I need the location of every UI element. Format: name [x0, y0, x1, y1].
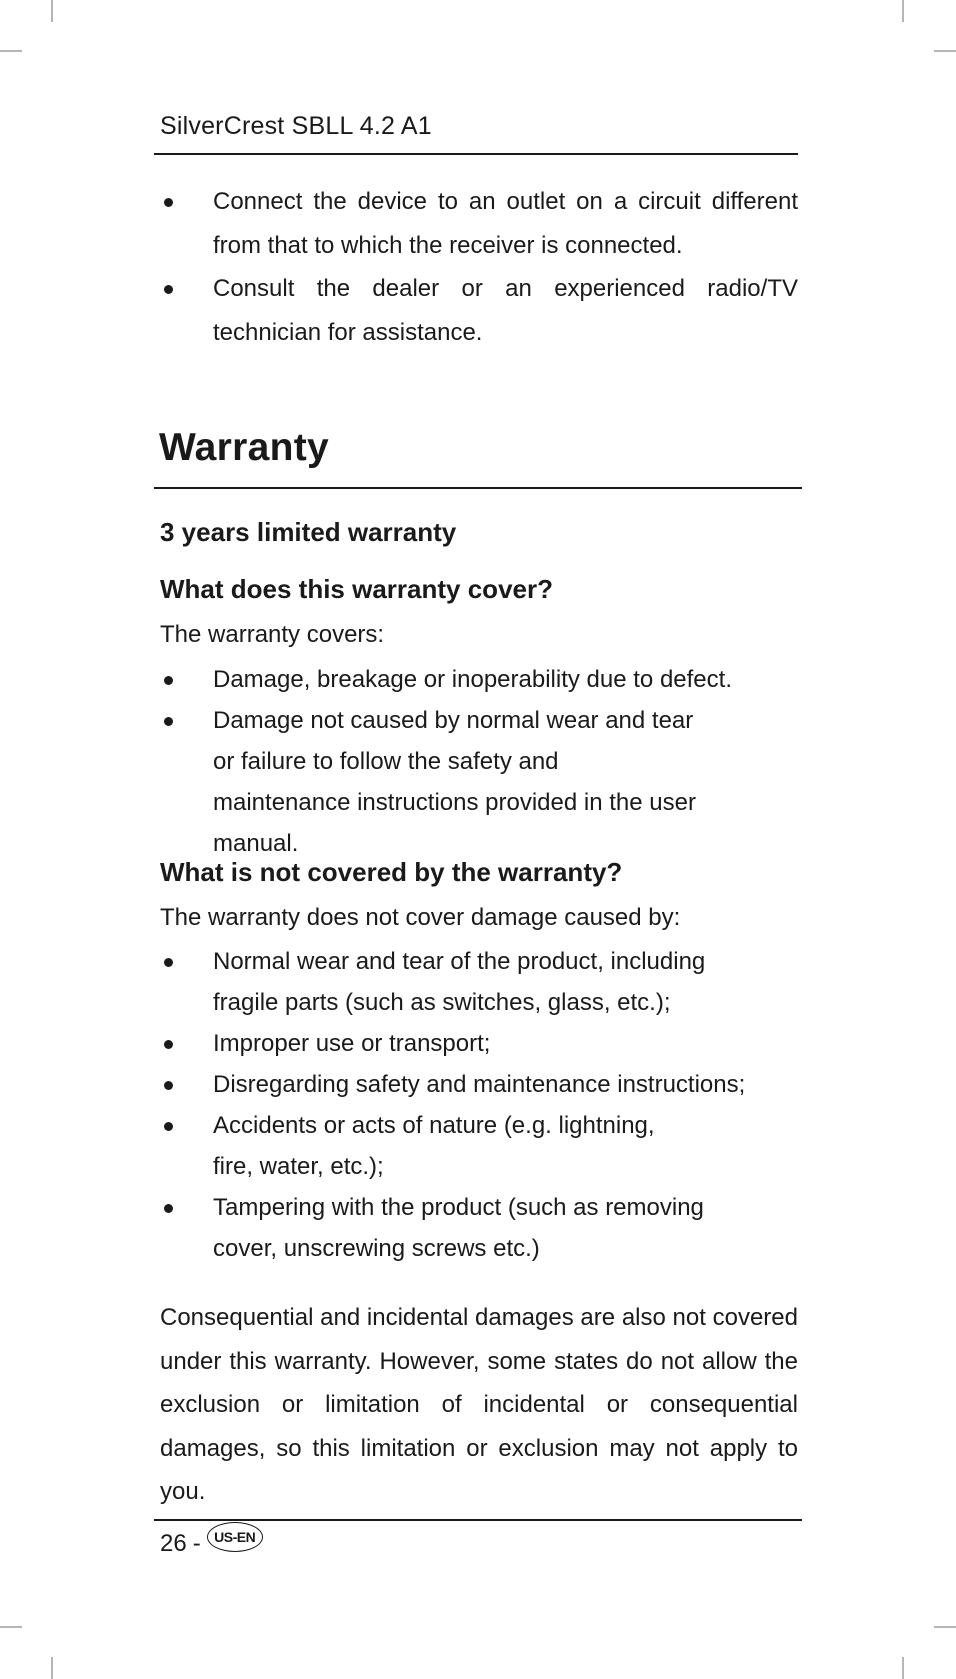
crop-mark: [0, 50, 22, 52]
running-header: SilverCrest SBLL 4.2 A1: [160, 112, 432, 140]
consequential-damages-paragraph: Consequential and incidental damages are also not covered under this warranty. However, some states do not allow the exclusion or limitation of incidental or consequential damages, so this limitation or exclusion may not apply to you.: [160, 1304, 798, 1505]
intro-bullet-list: [160, 180, 798, 354]
not-covered-intro: The warranty does not cover damage caused by:: [160, 904, 681, 931]
footer-separator: -: [192, 1530, 201, 1557]
list-item: Accidents or acts of nature (e.g. lightning, fire, water, etc.);: [160, 1105, 798, 1187]
crop-mark: [902, 1657, 904, 1679]
crop-mark: [934, 50, 956, 52]
language-badge: US-EN: [207, 1522, 263, 1552]
section-heading: Warranty: [159, 426, 329, 469]
subheading-limited-warranty: 3 years limited warranty: [160, 517, 457, 547]
crop-mark: [0, 1626, 22, 1628]
bullet-icon: [164, 1040, 173, 1049]
list-item: Damage not caused by normal wear and tear or failure to follow the safety and maintenance instructions provided in the user manual.: [160, 700, 798, 864]
list-item: Improper use or transport;: [160, 1023, 798, 1064]
coverage-intro: The warranty covers:: [160, 621, 385, 648]
crop-mark: [902, 0, 904, 22]
list-item: Normal wear and tear of the product, including fragile parts (such as switches, glass, etc.);: [160, 941, 798, 1023]
subheading-coverage: What does this warranty cover?: [160, 574, 553, 604]
list-item: Damage, breakage or inoperability due to defect.: [160, 659, 798, 700]
crop-mark: [51, 0, 53, 22]
not-covered-list: [160, 941, 798, 1269]
bullet-icon: [164, 676, 173, 685]
bullet-icon: [164, 1122, 173, 1131]
bullet-icon: [164, 717, 173, 726]
list-item: Tampering with the product (such as removing cover, unscrewing screws etc.): [160, 1187, 798, 1269]
bullet-icon: [164, 1081, 173, 1090]
crop-mark: [51, 1657, 53, 1679]
bullet-icon: [164, 1204, 173, 1213]
header-rule: [154, 153, 798, 155]
list-item: Connect the device to an outlet on a circuit different from that to which the receiver is connected.: [160, 180, 798, 267]
crop-mark: [934, 1626, 956, 1628]
list-item: Consult the dealer or an experienced radio/TV technician for assistance.: [160, 267, 798, 354]
coverage-list: [160, 659, 798, 864]
footer-rule: [154, 1519, 802, 1521]
bullet-icon: [164, 198, 173, 207]
section-rule: [154, 487, 802, 489]
bullet-icon: [164, 285, 173, 294]
subheading-not-covered: What is not covered by the warranty?: [160, 857, 623, 887]
page-footer: [160, 1530, 263, 1558]
page-number: 26: [160, 1530, 187, 1557]
bullet-icon: [164, 958, 173, 967]
list-item: Disregarding safety and maintenance instructions;: [160, 1064, 798, 1105]
